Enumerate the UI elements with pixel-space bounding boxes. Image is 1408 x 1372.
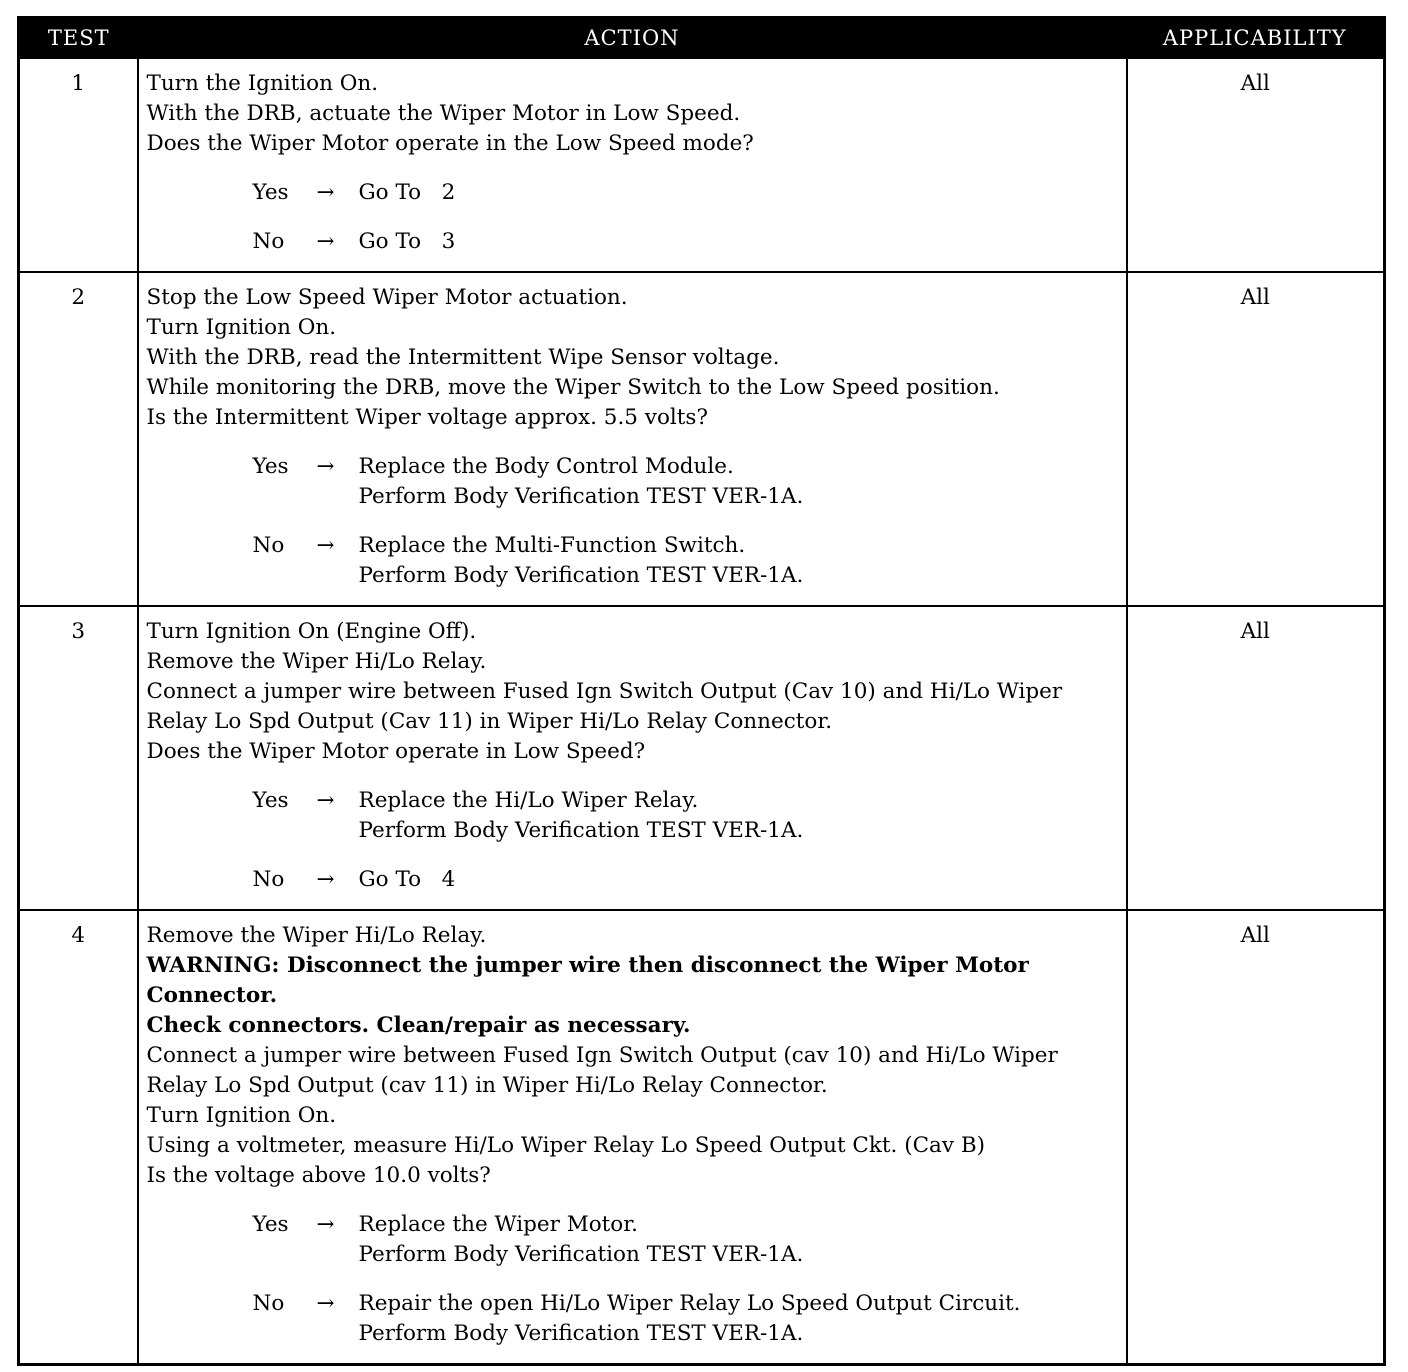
yes-result <box>253 786 1120 846</box>
action-line: Remove the Wiper Hi/Lo Relay. <box>146 649 487 674</box>
yes-label: Yes <box>252 788 289 813</box>
action-cell <box>138 606 1127 910</box>
no-label: No <box>252 1291 285 1316</box>
arrow-icon: → <box>316 867 335 892</box>
warning-line: Connector. <box>146 983 278 1008</box>
action-line: Does the Wiper Motor operate in Low Speed? <box>146 739 646 764</box>
yes-label: Yes <box>252 1212 289 1237</box>
no-label: No <box>252 229 285 254</box>
action-line: Is the Intermittent Wiper voltage approx. 5.5 volts? <box>146 405 708 430</box>
action-line: Turn the Ignition On. <box>146 71 379 96</box>
action-line: Connect a jumper wire between Fused Ign Switch Output (Cav 10) and Hi/Lo Wiper <box>146 679 1063 704</box>
applicability-value: All <box>1127 910 1385 1365</box>
header-row <box>19 18 1385 59</box>
result-line: Replace the Wiper Motor. <box>358 1212 638 1237</box>
action-line: Turn Ignition On (Engine Off). <box>146 619 477 644</box>
diagnostic-test-table <box>17 16 1386 1366</box>
action-line: Connect a jumper wire between Fused Ign Switch Output (cav 10) and Hi/Lo Wiper <box>146 1043 1058 1068</box>
yes-label: Yes <box>252 180 289 205</box>
no-label: No <box>252 533 285 558</box>
action-line: Relay Lo Spd Output (Cav 11) in Wiper Hi/Lo Relay Connector. <box>146 709 833 734</box>
test-row-4 <box>19 910 1385 1365</box>
applicability-value: All <box>1127 272 1385 606</box>
warning-line: WARNING: Disconnect the jumper wire then disconnect the Wiper Motor <box>146 953 1029 978</box>
test-row-3 <box>19 606 1385 910</box>
result-line: Go To 3 <box>358 229 456 254</box>
result-line: Go To 2 <box>358 180 456 205</box>
arrow-icon: → <box>316 180 335 205</box>
test-number: 1 <box>19 58 138 272</box>
action-line: With the DRB, actuate the Wiper Motor in Low Speed. <box>146 101 741 126</box>
result-line: Perform Body Verification TEST VER-1A. <box>358 818 804 843</box>
header-action: ACTION <box>138 18 1127 59</box>
yes-result <box>253 1210 1120 1270</box>
action-line: Is the voltage above 10.0 volts? <box>146 1163 491 1188</box>
action-line: Using a voltmeter, measure Hi/Lo Wiper Relay Lo Speed Output Ckt. (Cav B) <box>146 1133 986 1158</box>
action-line: Turn Ignition On. <box>146 315 337 340</box>
action-line: While monitoring the DRB, move the Wiper Switch to the Low Speed position. <box>146 375 1000 400</box>
no-result <box>253 227 1120 257</box>
result-line: Replace the Multi-Function Switch. <box>358 533 746 558</box>
arrow-icon: → <box>316 1212 335 1237</box>
action-line: Turn Ignition On. <box>146 1103 337 1128</box>
action-line: Does the Wiper Motor operate in the Low Speed mode? <box>146 131 754 156</box>
result-line: Perform Body Verification TEST VER-1A. <box>358 1321 804 1346</box>
arrow-icon: → <box>316 788 335 813</box>
action-line: With the DRB, read the Intermittent Wipe Sensor voltage. <box>146 345 780 370</box>
no-label: No <box>252 867 285 892</box>
test-number: 2 <box>19 272 138 606</box>
yes-result <box>253 178 1120 208</box>
arrow-icon: → <box>316 454 335 479</box>
test-row-2 <box>19 272 1385 606</box>
warning-line: Check connectors. Clean/repair as necessary. <box>146 1013 691 1038</box>
applicability-value: All <box>1127 58 1385 272</box>
test-number: 4 <box>19 910 138 1365</box>
action-line: Stop the Low Speed Wiper Motor actuation. <box>146 285 628 310</box>
yes-label: Yes <box>252 454 289 479</box>
action-cell <box>138 58 1127 272</box>
action-line: Remove the Wiper Hi/Lo Relay. <box>146 923 487 948</box>
test-row-1 <box>19 58 1385 272</box>
applicability-value: All <box>1127 606 1385 910</box>
result-line: Go To 4 <box>358 867 456 892</box>
result-line: Replace the Body Control Module. <box>358 454 734 479</box>
no-result <box>253 865 1120 895</box>
result-line: Perform Body Verification TEST VER-1A. <box>358 484 804 509</box>
no-result <box>253 1289 1120 1349</box>
header-test: TEST <box>19 18 138 59</box>
arrow-icon: → <box>316 533 335 558</box>
action-cell <box>138 910 1127 1365</box>
arrow-icon: → <box>316 229 335 254</box>
no-result <box>253 531 1120 591</box>
action-cell <box>138 272 1127 606</box>
action-line: Relay Lo Spd Output (cav 11) in Wiper Hi/Lo Relay Connector. <box>146 1073 828 1098</box>
result-line: Replace the Hi/Lo Wiper Relay. <box>358 788 699 813</box>
test-number: 3 <box>19 606 138 910</box>
result-line: Perform Body Verification TEST VER-1A. <box>358 563 804 588</box>
result-line: Repair the open Hi/Lo Wiper Relay Lo Speed Output Circuit. <box>358 1291 1021 1316</box>
result-line: Perform Body Verification TEST VER-1A. <box>358 1242 804 1267</box>
header-applicability: APPLICABILITY <box>1127 18 1385 59</box>
yes-result <box>253 452 1120 512</box>
arrow-icon: → <box>316 1291 335 1316</box>
